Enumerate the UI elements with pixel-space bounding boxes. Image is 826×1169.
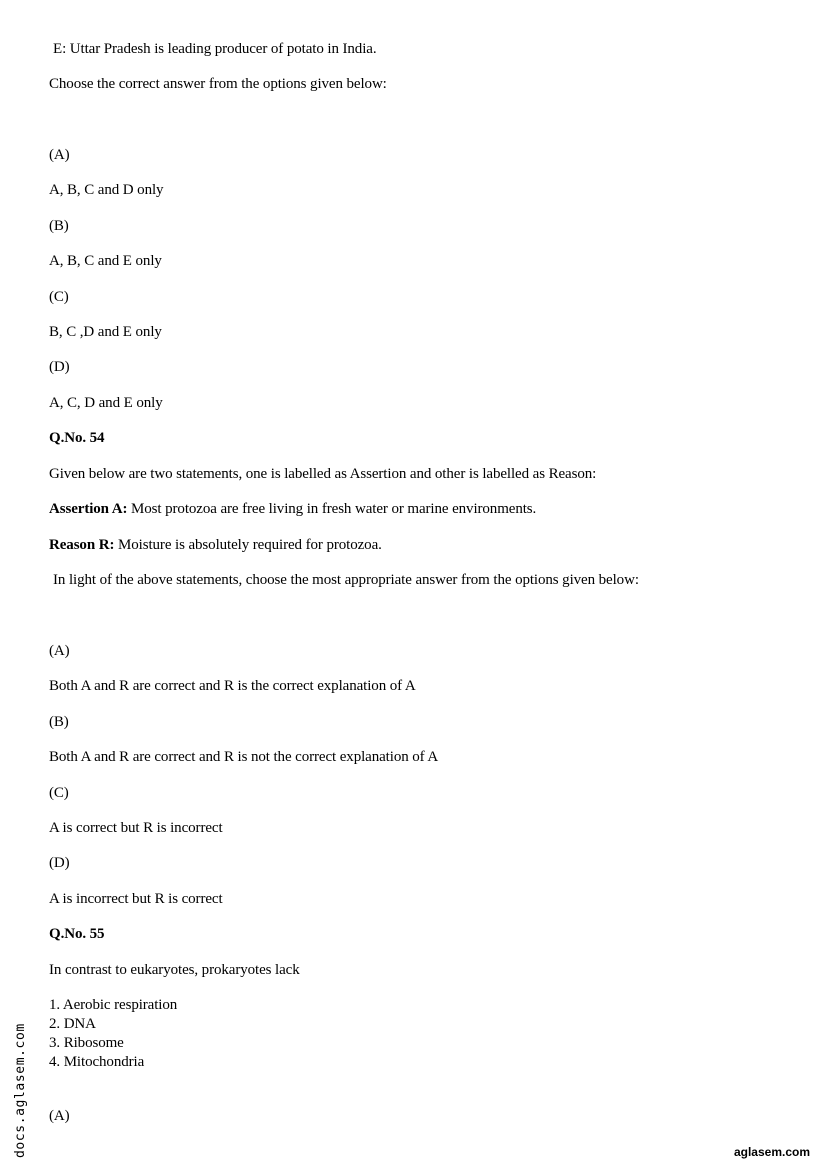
brand-footer: aglasem.com bbox=[733, 1145, 810, 1159]
q54-option-d-text: A is incorrect but R is correct bbox=[49, 891, 223, 907]
q54-assertion bbox=[49, 502, 536, 517]
q53-option-d-text: A, C, D and E only bbox=[49, 395, 163, 411]
watermark: docs.aglasem.com bbox=[13, 1023, 28, 1158]
q54-intro: Given below are two statements, one is labelled as Assertion and other is labelled as Reason: bbox=[49, 466, 597, 482]
q54-option-c-text: A is correct but R is incorrect bbox=[49, 820, 223, 836]
q55-stem: In contrast to eukaryotes, prokaryotes lack bbox=[49, 962, 300, 978]
q55-item-2: 2. DNA bbox=[49, 1016, 96, 1032]
q55-item-3: 3. Ribosome bbox=[49, 1035, 124, 1051]
q54-number: Q.No. 54 bbox=[49, 430, 105, 446]
assertion-text: Most protozoa are free living in fresh water or marine environments. bbox=[127, 501, 537, 517]
q54-option-a-label: (A) bbox=[49, 643, 70, 659]
q53-option-c-label: (C) bbox=[49, 289, 69, 305]
statement-e: E: Uttar Pradesh is leading producer of potato in India. bbox=[53, 41, 377, 57]
q54-instruction: In light of the above statements, choose the most appropriate answer from the options given below: bbox=[53, 572, 639, 588]
q55-item-1: 1. Aerobic respiration bbox=[49, 997, 178, 1013]
q54-option-b-text: Both A and R are correct and R is not the correct explanation of A bbox=[49, 749, 439, 765]
q53-option-c-text: B, C ,D and E only bbox=[49, 324, 162, 340]
q54-option-c-label: (C) bbox=[49, 785, 69, 801]
q53-option-b-text: A, B, C and E only bbox=[49, 253, 162, 269]
q54-reason bbox=[49, 538, 382, 553]
q53-instruction: Choose the correct answer from the options given below: bbox=[49, 76, 387, 92]
reason-label: Reason R: bbox=[49, 537, 115, 553]
q53-option-a-label: (A) bbox=[49, 147, 70, 163]
q55-option-a-label: (A) bbox=[49, 1108, 70, 1124]
reason-text: Moisture is absolutely required for protozoa. bbox=[114, 537, 382, 553]
q53-option-b-label: (B) bbox=[49, 218, 69, 234]
q53-option-a-text: A, B, C and D only bbox=[49, 182, 164, 198]
q53-option-d-label: (D) bbox=[49, 359, 70, 375]
q54-option-a-text: Both A and R are correct and R is the correct explanation of A bbox=[49, 678, 416, 694]
q55-number: Q.No. 55 bbox=[49, 926, 105, 942]
q54-option-b-label: (B) bbox=[49, 714, 69, 730]
assertion-label: Assertion A: bbox=[49, 501, 128, 517]
q54-option-d-label: (D) bbox=[49, 855, 70, 871]
q55-item-4: 4. Mitochondria bbox=[49, 1054, 145, 1070]
